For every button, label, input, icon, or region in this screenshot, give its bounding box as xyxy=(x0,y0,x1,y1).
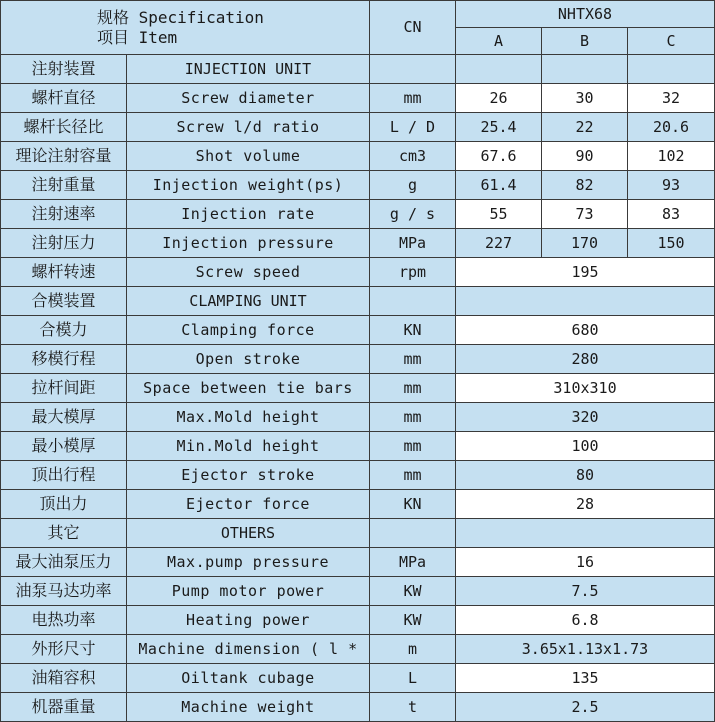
row-label-en: Max.pump pressure xyxy=(127,548,370,577)
value-merged: 6.8 xyxy=(456,606,715,635)
row-label-cn: 合模力 xyxy=(1,316,127,345)
table-row xyxy=(1,403,715,432)
value-c: 93 xyxy=(628,171,715,200)
row-unit: KW xyxy=(370,577,456,606)
row-label-cn: 注射重量 xyxy=(1,171,127,200)
value-merged: 310x310 xyxy=(456,374,715,403)
table-row xyxy=(1,84,715,113)
col-b-header: B xyxy=(542,28,628,55)
table-row xyxy=(1,229,715,258)
row-label-en: Ejector force xyxy=(127,490,370,519)
value-merged: 100 xyxy=(456,432,715,461)
model-header: NHTX68 xyxy=(456,1,715,28)
row-unit: mm xyxy=(370,403,456,432)
row-unit: MPa xyxy=(370,229,456,258)
section-label-en: OTHERS xyxy=(127,519,370,548)
cn-header: CN xyxy=(370,1,456,55)
row-unit: t xyxy=(370,693,456,722)
section-label-cn: 其它 xyxy=(1,519,127,548)
row-label-cn: 外形尺寸 xyxy=(1,635,127,664)
row-unit: mm xyxy=(370,432,456,461)
row-label-cn: 机器重量 xyxy=(1,693,127,722)
row-unit: g / s xyxy=(370,200,456,229)
section-blank-cell xyxy=(370,287,456,316)
table-row xyxy=(1,548,715,577)
value-merged: 320 xyxy=(456,403,715,432)
table-row xyxy=(1,200,715,229)
row-label-en: Injection pressure xyxy=(127,229,370,258)
col-c-header: C xyxy=(628,28,715,55)
row-label-en: Min.Mold height xyxy=(127,432,370,461)
row-unit: KW xyxy=(370,606,456,635)
value-merged: 3.65x1.13x1.73 xyxy=(456,635,715,664)
section-label-cn: 合模装置 xyxy=(1,287,127,316)
section-blank-cell xyxy=(370,55,456,84)
value-b: 90 xyxy=(542,142,628,171)
row-label-cn: 移模行程 xyxy=(1,345,127,374)
row-unit: mm xyxy=(370,461,456,490)
value-a: 61.4 xyxy=(456,171,542,200)
row-label-en: Clamping force xyxy=(127,316,370,345)
value-merged: 7.5 xyxy=(456,577,715,606)
value-merged: 28 xyxy=(456,490,715,519)
row-unit: L / D xyxy=(370,113,456,142)
row-unit: mm xyxy=(370,345,456,374)
spec-header-line: 规格 Specification xyxy=(97,7,264,27)
row-label-cn: 顶出力 xyxy=(1,490,127,519)
row-label-cn: 注射压力 xyxy=(1,229,127,258)
row-label-cn: 最大油泵压力 xyxy=(1,548,127,577)
value-merged: 280 xyxy=(456,345,715,374)
row-label-en: Machine weight xyxy=(127,693,370,722)
row-label-cn: 最大模厚 xyxy=(1,403,127,432)
section-blank-cell xyxy=(542,55,628,84)
row-label-en: Space between tie bars xyxy=(127,374,370,403)
section-label-en: INJECTION UNIT xyxy=(127,55,370,84)
value-merged: 135 xyxy=(456,664,715,693)
section-label-en: CLAMPING UNIT xyxy=(127,287,370,316)
row-label-en: Heating power xyxy=(127,606,370,635)
row-label-cn: 油箱容积 xyxy=(1,664,127,693)
table-row xyxy=(1,490,715,519)
value-merged: 2.5 xyxy=(456,693,715,722)
value-b: 30 xyxy=(542,84,628,113)
value-b: 170 xyxy=(542,229,628,258)
value-b: 22 xyxy=(542,113,628,142)
section-blank-cell xyxy=(456,519,715,548)
row-label-cn: 最小模厚 xyxy=(1,432,127,461)
row-label-en: Screw l/d ratio xyxy=(127,113,370,142)
col-a-header: A xyxy=(456,28,542,55)
table-row xyxy=(1,432,715,461)
value-a: 67.6 xyxy=(456,142,542,171)
row-label-en: Screw diameter xyxy=(127,84,370,113)
value-c: 83 xyxy=(628,200,715,229)
row-label-cn: 螺杆直径 xyxy=(1,84,127,113)
row-label-cn: 电热功率 xyxy=(1,606,127,635)
table-row xyxy=(1,258,715,287)
row-label-cn: 注射速率 xyxy=(1,200,127,229)
section-label-cn: 注射装置 xyxy=(1,55,127,84)
row-label-en: Shot volume xyxy=(127,142,370,171)
value-merged: 80 xyxy=(456,461,715,490)
section-row-others xyxy=(1,519,715,548)
row-label-cn: 螺杆转速 xyxy=(1,258,127,287)
row-unit: mm xyxy=(370,374,456,403)
value-a: 227 xyxy=(456,229,542,258)
section-row-clamping xyxy=(1,287,715,316)
row-label-cn: 顶出行程 xyxy=(1,461,127,490)
value-a: 25.4 xyxy=(456,113,542,142)
section-blank-cell xyxy=(628,55,715,84)
section-row-injection xyxy=(1,55,715,84)
row-unit: rpm xyxy=(370,258,456,287)
value-c: 32 xyxy=(628,84,715,113)
table-row xyxy=(1,142,715,171)
row-unit: MPa xyxy=(370,548,456,577)
item-header-line: 项目 Item xyxy=(97,27,178,47)
value-merged: 16 xyxy=(456,548,715,577)
value-c: 20.6 xyxy=(628,113,715,142)
row-label-cn: 螺杆长径比 xyxy=(1,113,127,142)
row-label-cn: 油泵马达功率 xyxy=(1,577,127,606)
table-row xyxy=(1,316,715,345)
value-c: 150 xyxy=(628,229,715,258)
row-label-en: Pump motor power xyxy=(127,577,370,606)
value-a: 26 xyxy=(456,84,542,113)
row-label-en: Open stroke xyxy=(127,345,370,374)
row-label-en: Injection weight(ps) xyxy=(127,171,370,200)
row-unit: mm xyxy=(370,84,456,113)
row-unit: cm3 xyxy=(370,142,456,171)
header-row-1 xyxy=(1,1,715,28)
section-blank-cell xyxy=(370,519,456,548)
section-blank-cell xyxy=(456,55,542,84)
value-merged: 680 xyxy=(456,316,715,345)
table-row xyxy=(1,606,715,635)
row-label-en: Oiltank cubage xyxy=(127,664,370,693)
value-merged: 195 xyxy=(456,258,715,287)
table-row xyxy=(1,635,715,664)
row-label-en: Max.Mold height xyxy=(127,403,370,432)
row-label-cn: 理论注射容量 xyxy=(1,142,127,171)
row-unit: KN xyxy=(370,316,456,345)
value-b: 82 xyxy=(542,171,628,200)
section-blank-cell xyxy=(456,287,715,316)
table-row xyxy=(1,693,715,722)
value-c: 102 xyxy=(628,142,715,171)
table-row xyxy=(1,113,715,142)
row-label-en: Screw speed xyxy=(127,258,370,287)
row-label-en: Injection rate xyxy=(127,200,370,229)
row-unit: L xyxy=(370,664,456,693)
table-row xyxy=(1,374,715,403)
table-row xyxy=(1,664,715,693)
table-row xyxy=(1,577,715,606)
row-unit: KN xyxy=(370,490,456,519)
table-row xyxy=(1,345,715,374)
row-label-en: Ejector stroke xyxy=(127,461,370,490)
value-b: 73 xyxy=(542,200,628,229)
row-unit: g xyxy=(370,171,456,200)
spec-item-header xyxy=(1,1,370,55)
row-label-en: Machine dimension ( l * xyxy=(127,635,370,664)
row-unit: m xyxy=(370,635,456,664)
row-label-cn: 拉杆间距 xyxy=(1,374,127,403)
table-row xyxy=(1,461,715,490)
value-a: 55 xyxy=(456,200,542,229)
table-row xyxy=(1,171,715,200)
